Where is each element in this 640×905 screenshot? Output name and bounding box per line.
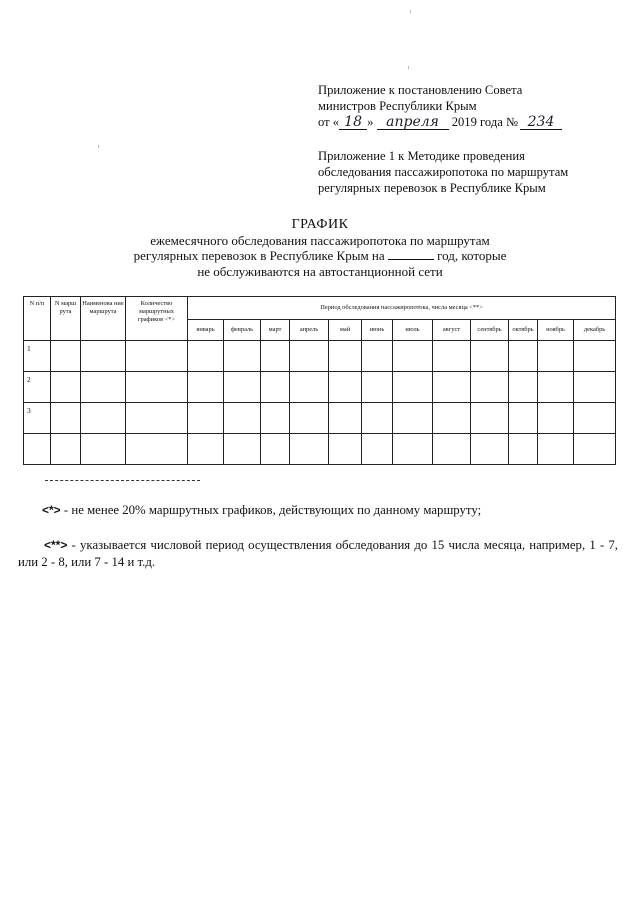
- table-cell: [224, 434, 261, 465]
- resolution-appendix-block: [318, 82, 638, 130]
- month-header: июнь: [362, 320, 393, 341]
- table-cell: [261, 403, 290, 434]
- table-cell: [51, 403, 81, 434]
- table-cell: [393, 341, 433, 372]
- month-header: март: [261, 320, 290, 341]
- table-cell: [509, 341, 538, 372]
- month-header: январь: [188, 320, 224, 341]
- header-route-number: N марш рута: [51, 297, 81, 341]
- table-cell: [126, 341, 188, 372]
- table-row: [24, 434, 616, 465]
- table-cell: [393, 372, 433, 403]
- footnote-2-text: - указывается числовой период осуществления обследования до 15 числа месяца, например, 1 - 7, или 2 - 8, или 7 - 14 и т.д.: [18, 538, 618, 569]
- table-cell: [126, 403, 188, 434]
- table-cell: [81, 403, 126, 434]
- table-cell: [362, 403, 393, 434]
- scan-speck: [410, 10, 411, 13]
- table-cell: [329, 403, 362, 434]
- table-cell: [509, 403, 538, 434]
- table-cell: [329, 341, 362, 372]
- table-cell: [509, 434, 538, 465]
- scan-speck: [98, 145, 99, 148]
- header-route-name: Наименова ние маршрута: [81, 297, 126, 341]
- table-cell: [393, 434, 433, 465]
- title-line-3: не обслуживаются на автостанционной сети: [197, 263, 443, 279]
- table-cell: [261, 372, 290, 403]
- methodology-line-3: регулярных перевозок в Республике Крым: [318, 181, 546, 195]
- month-header: октябрь: [509, 320, 538, 341]
- table-cell: [261, 341, 290, 372]
- table-cell: [224, 341, 261, 372]
- table-row: [24, 341, 616, 372]
- table-cell: [538, 434, 574, 465]
- table-cell: [188, 341, 224, 372]
- table-cell: [81, 341, 126, 372]
- appendix-date-line: [318, 114, 638, 130]
- table-cell: [471, 434, 509, 465]
- table-cell: [290, 403, 329, 434]
- month-header: февраль: [224, 320, 261, 341]
- table-cell: [126, 372, 188, 403]
- from-prefix: от «: [318, 115, 340, 129]
- table-cell: [290, 341, 329, 372]
- table-cell: [471, 341, 509, 372]
- table-cell: [538, 372, 574, 403]
- title-heading: ГРАФИК: [291, 217, 349, 232]
- table-cell: [433, 341, 471, 372]
- month-header: декабрь: [574, 320, 616, 341]
- header-num: N п/п: [24, 297, 51, 341]
- row-number-cell: 2: [24, 372, 51, 403]
- appendix-line-2: министров Республики Крым: [318, 99, 477, 113]
- table-cell: [188, 372, 224, 403]
- methodology-line-1: Приложение 1 к Методике проведения: [318, 149, 525, 163]
- table-cell: [81, 372, 126, 403]
- table-cell: [51, 341, 81, 372]
- table-cell: [362, 341, 393, 372]
- month-header: апрель: [290, 320, 329, 341]
- handwritten-day: 18: [339, 116, 367, 130]
- handwritten-number: 234: [520, 116, 562, 130]
- table-cell: [224, 372, 261, 403]
- table-cell: [574, 372, 616, 403]
- row-number-cell: 3: [24, 403, 51, 434]
- table-cell: [329, 372, 362, 403]
- header-schedule-count: Количество маршрутных графиков <*>: [126, 297, 188, 341]
- table-cell: [51, 372, 81, 403]
- table-cell: [471, 372, 509, 403]
- table-body: [24, 341, 616, 465]
- table-cell: [188, 403, 224, 434]
- footnote-2: [18, 537, 618, 570]
- quote-close: »: [367, 115, 374, 129]
- month-header: ноябрь: [538, 320, 574, 341]
- table-cell: [290, 434, 329, 465]
- table-cell: [433, 434, 471, 465]
- footnote-1-marker: <*>: [42, 503, 61, 517]
- table-cell: [329, 434, 362, 465]
- scan-speck: [408, 66, 409, 69]
- table-cell: [574, 434, 616, 465]
- table-cell: [261, 434, 290, 465]
- footnote-divider: [45, 480, 200, 481]
- table-cell: [362, 434, 393, 465]
- footnote-1-text: - не менее 20% маршрутных графиков, действующих по данному маршруту;: [60, 503, 482, 517]
- title-line-1: ежемесячного обследования пассажиропотока по маршрутам: [150, 232, 490, 248]
- table-row: [24, 372, 616, 403]
- table-cell: [290, 372, 329, 403]
- header-survey-period: Период обследования пассажиропотока, числа месяца <**>: [188, 297, 616, 320]
- table-cell: [538, 341, 574, 372]
- schedule-table: [23, 296, 616, 465]
- month-header: май: [329, 320, 362, 341]
- year-blank-field: [388, 248, 434, 260]
- row-number-cell: 1: [24, 341, 51, 372]
- table-cell: [574, 341, 616, 372]
- table-cell: [393, 403, 433, 434]
- table-cell: [433, 403, 471, 434]
- title-line-2: [0, 248, 640, 264]
- table-cell: [574, 403, 616, 434]
- month-header: август: [433, 320, 471, 341]
- table-cell: [471, 403, 509, 434]
- title-line-2-before: регулярных перевозок в Республике Крым на: [133, 248, 385, 263]
- month-header: июль: [393, 320, 433, 341]
- row-number-cell: [24, 434, 51, 465]
- table-cell: [126, 434, 188, 465]
- month-header: сентябрь: [471, 320, 509, 341]
- table-cell: [51, 434, 81, 465]
- table-cell: [81, 434, 126, 465]
- number-sign: №: [505, 115, 519, 129]
- table-cell: [433, 372, 471, 403]
- footnote-2-marker: <**>: [44, 538, 68, 552]
- table-row: [24, 403, 616, 434]
- appendix-line-1: Приложение к постановлению Совета: [318, 83, 523, 97]
- table-cell: [188, 434, 224, 465]
- table-cell: [224, 403, 261, 434]
- methodology-appendix-block: [318, 148, 638, 196]
- year-text: 2019 года: [451, 115, 503, 129]
- table-cell: [362, 372, 393, 403]
- table-cell: [509, 372, 538, 403]
- handwritten-month: апреля: [377, 116, 449, 130]
- methodology-line-2: обследования пассажиропотока по маршрутам: [318, 165, 569, 179]
- footnote-1: [18, 502, 618, 519]
- table-cell: [538, 403, 574, 434]
- document-title: [0, 217, 640, 279]
- title-line-2-after: год, которые: [437, 248, 507, 263]
